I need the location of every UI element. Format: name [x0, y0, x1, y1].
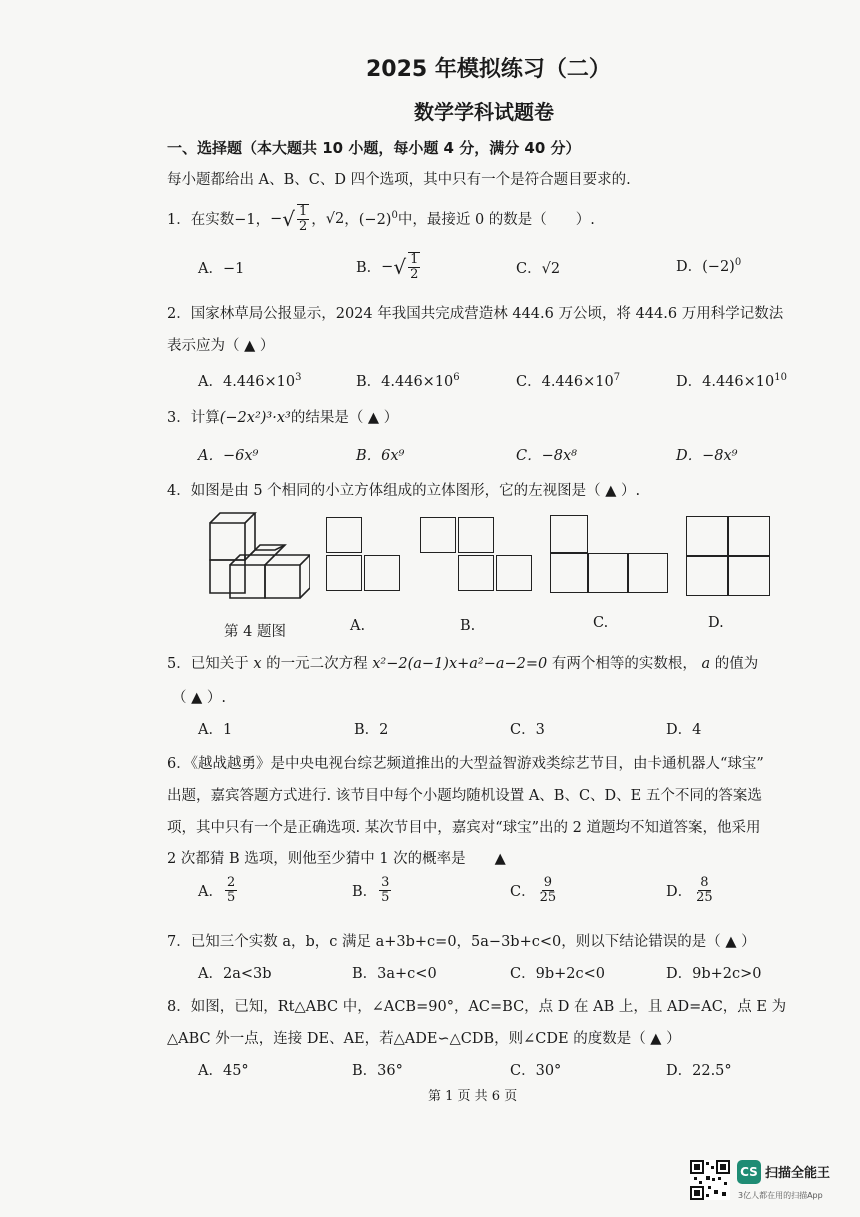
- q4-c-cell-b3: [628, 553, 668, 593]
- q1-optb-sqrt: √: [393, 254, 407, 279]
- q6-optc-frac: [538, 876, 559, 904]
- q4-cube-figure: [205, 505, 310, 600]
- q6-line2: 出题，嘉宾答题方式进行. 该节目中每个小题均随机设置 A、B、C、D、E 五个不同的答案选: [167, 788, 762, 804]
- q1-zero-exp: 0: [391, 209, 398, 221]
- q4-c-cell-b1: [550, 553, 588, 593]
- q8-option-d: D．22.5°: [666, 1063, 732, 1079]
- q2-option-b: [356, 370, 460, 391]
- q4-d-cell-bl: [686, 556, 728, 596]
- q1-option-b: [356, 252, 422, 281]
- q1-half-den: 2: [299, 218, 308, 234]
- q5-pre: 5．已知关于: [167, 656, 249, 672]
- q5-option-d: D．4: [666, 722, 702, 738]
- q4-view-a: [326, 517, 402, 595]
- q4-option-c: C.: [593, 615, 609, 631]
- q4-b-cell-br: [496, 555, 532, 591]
- q6-optb-num: 3: [381, 875, 390, 890]
- q6-optd-den: 25: [696, 889, 713, 905]
- q6-option-c: [510, 876, 560, 904]
- qr-code-icon: [690, 1160, 730, 1200]
- q2-line1: 2．国家林草局公报显示，2024 年我国共完成营造林 444.6 万公顷，将 444.6 万用科学记数法: [167, 306, 784, 322]
- q6-opta-den: 5: [226, 889, 236, 905]
- exam-title: 2025 年模拟练习（二）: [366, 57, 611, 82]
- q4-d-cell-tl: [686, 516, 728, 556]
- q2-optc-base: C．4.446×10: [516, 374, 614, 390]
- q1-optb-minus: −: [381, 258, 394, 275]
- q7-option-b: B．3a+c<0: [352, 966, 437, 982]
- q5-option-c: C．3: [510, 722, 545, 738]
- q6-optb-label: B．: [352, 883, 378, 900]
- q1-half-fraction: [297, 204, 309, 233]
- q6-opta-frac: [225, 876, 237, 904]
- q7-text: 7．已知三个实数 a，b，c 满足 a+3b+c=0，5a−3b+c<0，则以下结论错误的是（ ▲ ）: [167, 934, 756, 950]
- q6-option-a: [198, 876, 239, 904]
- q1-optb-den: 2: [410, 266, 419, 282]
- q5-var-x: x: [253, 656, 262, 672]
- q6-optb-den: 5: [381, 889, 390, 905]
- q6-optb-frac: [379, 876, 391, 904]
- q3-expression: (−2x²)³·x³: [219, 410, 291, 426]
- q3-option-c: C．−8x⁸: [516, 448, 577, 464]
- q6-option-b: [352, 876, 393, 904]
- q6-line3: 项，其中只有一个是正确选项. 某次节目中，嘉宾对“球宝”出的 2 道题均不知道答案，他采用: [167, 820, 761, 836]
- q4-a-cell-br: [364, 555, 400, 591]
- q6-opta-num: 2: [226, 875, 236, 890]
- q2-optc-exp: 7: [613, 372, 621, 384]
- q2-option-d: [676, 370, 787, 391]
- q1-neg2-power: [359, 210, 398, 228]
- q4-a-cell-top: [326, 517, 362, 553]
- watermark-name: 扫描全能王: [765, 1166, 831, 1181]
- q1-optb-num: 1: [410, 252, 419, 267]
- q1-half-num: 1: [299, 204, 308, 219]
- q1-optd-exp: 0: [734, 257, 742, 269]
- q1-neg-sqrt-half: [270, 204, 311, 233]
- q1-sep2: ，: [344, 212, 359, 229]
- q2-optb-exp: 6: [453, 372, 460, 384]
- q8-line2: △ABC 外一点，连接 DE、AE，若△ADE∽△CDB，则∠CDE 的度数是（ ▲ ）: [167, 1031, 681, 1047]
- q8-option-a: A．45°: [198, 1063, 249, 1079]
- q1-neg2: (−2): [358, 211, 392, 228]
- q1-optc-val: √2: [541, 261, 561, 277]
- q6-line4: 2 次都猜 B 选项，则他至少猜中 1 次的概率是 ▲: [167, 851, 506, 867]
- q3-pre: 3．计算: [167, 410, 220, 426]
- q5-line2: （ ▲ ）.: [172, 690, 226, 706]
- q1-sep1: ，: [311, 212, 326, 229]
- q3-post: 的结果是（ ▲ ）: [290, 410, 399, 426]
- section-heading: 一、选择题（本大题共 10 小题，每小题 4 分，满分 40 分）: [167, 139, 581, 157]
- page-footer: 第 1 页 共 6 页: [428, 1089, 518, 1104]
- q8-option-c: C．30°: [510, 1063, 562, 1079]
- q4-option-d: D.: [708, 615, 724, 631]
- q4-view-b: [420, 517, 532, 595]
- q1-text-post: 中，最接近 0 的数是（ ）.: [397, 212, 595, 229]
- q4-view-c: [550, 515, 668, 595]
- q1-optd-val: (−2): [702, 259, 735, 275]
- q4-option-a: A.: [350, 618, 366, 634]
- q6-optd-frac: [694, 876, 715, 904]
- q2-opta-exp: 3: [295, 372, 302, 384]
- q4-figure-caption: 第 4 题图: [224, 624, 286, 640]
- q6-optc-num: 9: [543, 875, 553, 890]
- q4-c-cell-b2: [588, 553, 628, 593]
- q1-option-c: [516, 257, 560, 278]
- q5-option-a: A．1: [198, 722, 233, 738]
- q4-a-cell-bl: [326, 555, 362, 591]
- question-3: [167, 406, 398, 427]
- q2-opta-base: A．4.446×10: [198, 374, 296, 390]
- q4-option-b: B.: [460, 618, 476, 634]
- q1-option-a: A．−1: [198, 261, 245, 277]
- section-intro: 每小题都给出 A、B、C、D 四个选项，其中只有一个是符合题目要求的.: [167, 172, 631, 188]
- question-5: [167, 652, 758, 673]
- q6-optc-label: C．: [510, 883, 536, 900]
- q1-optd-label: D．: [676, 259, 703, 275]
- camscanner-logo-icon: CS: [737, 1160, 761, 1184]
- q8-option-b: B．36°: [352, 1063, 403, 1079]
- q2-option-a: [198, 370, 301, 391]
- q8-line1: 8．如图，已知，Rt△ABC 中，∠ACB=90°，AC=BC，点 D 在 AB 上，且 AD=AC，点 E 为: [167, 999, 787, 1015]
- q7-option-d: D．9b+2c>0: [666, 966, 762, 982]
- q3-option-d: D．−8x⁹: [676, 448, 738, 464]
- question-1: [167, 204, 595, 233]
- q5-var-a: a: [701, 656, 711, 672]
- q1-sqrt-sign: √: [282, 206, 296, 231]
- q3-option-a: A．−6x⁹: [198, 448, 259, 464]
- watermark-tagline: 3亿人都在用的扫描App: [738, 1191, 823, 1200]
- q4-b-cell-tl: [420, 517, 456, 553]
- q2-optd-base: D．4.446×10: [676, 374, 775, 390]
- q2-option-c: [516, 370, 620, 391]
- q1-optb-fraction: [408, 252, 420, 281]
- q5-post2: 的值为: [714, 656, 759, 672]
- q4-d-cell-br: [728, 556, 770, 596]
- q5-mid: 的一元二次方程: [266, 656, 368, 672]
- q6-option-d: [666, 876, 717, 904]
- q1-optc-label: C．: [516, 261, 542, 277]
- q3-option-b: B．6x⁹: [356, 448, 405, 464]
- q6-optd-num: 8: [700, 875, 709, 890]
- q4-view-d: [686, 516, 770, 596]
- q7-option-a: A．2a<3b: [198, 966, 272, 982]
- q1-minus: −: [270, 210, 283, 227]
- q7-option-c: C．9b+2c<0: [510, 966, 605, 982]
- q4-b-cell-tr: [458, 517, 494, 553]
- q2-optd-exp: 10: [774, 372, 787, 384]
- q4-d-cell-tr: [728, 516, 770, 556]
- q6-optd-label: D．: [666, 883, 693, 900]
- q4-text: 4．如图是由 5 个相同的小立方体组成的立体图形，它的左视图是（ ▲ ）.: [167, 483, 641, 499]
- q6-line1: 6．《越战越勇》是中央电视台综艺频道推出的大型益智游戏类综艺节目，由卡通机器人“球宝”: [167, 756, 764, 772]
- q5-equation: x²−2(a−1)x+a²−a−2=0: [372, 656, 548, 672]
- q2-optb-base: B．4.446×10: [356, 374, 454, 390]
- q2-line2: 表示应为（ ▲ ）: [167, 338, 275, 354]
- q5-post: 有两个相等的实数根，: [551, 656, 697, 672]
- q4-b-cell-bm: [458, 555, 494, 591]
- q1-sqrt2: √2: [325, 210, 345, 227]
- q1-text-pre: 1．在实数−1，: [167, 212, 271, 229]
- q6-optc-den: 25: [539, 889, 557, 905]
- q4-c-cell-top: [550, 515, 588, 553]
- q5-option-b: B．2: [354, 722, 389, 738]
- q6-opta-label: A．: [198, 883, 223, 900]
- exam-subtitle: 数学学科试题卷: [414, 100, 554, 124]
- q1-optb-label: B．: [356, 260, 382, 277]
- q1-option-d: [676, 255, 741, 276]
